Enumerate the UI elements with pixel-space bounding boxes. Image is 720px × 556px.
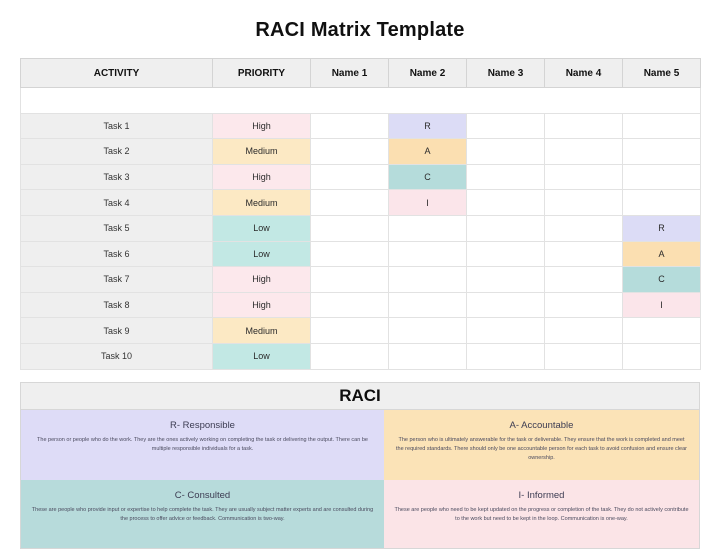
matrix-header-row (21, 59, 701, 88)
assignment-cell[interactable] (467, 343, 545, 369)
table-row (21, 318, 701, 344)
table-row (21, 164, 701, 190)
assignment-cell[interactable] (311, 139, 389, 165)
assignment-cell[interactable] (467, 164, 545, 190)
assignment-cell[interactable] (311, 318, 389, 344)
matrix-header (21, 59, 701, 88)
legend-cell-responsible (21, 410, 384, 480)
page-title: RACI Matrix Template (255, 19, 465, 41)
legend-heading-accountable: A- Accountable (509, 419, 574, 431)
assignment-cell[interactable]: I (623, 292, 701, 318)
assignment-cell[interactable] (545, 318, 623, 344)
assignment-cell[interactable]: R (389, 113, 467, 139)
activity-cell[interactable]: Task 9 (21, 318, 213, 344)
assignment-cell[interactable]: I (389, 190, 467, 216)
column-header-name-4: Name 4 (545, 59, 623, 88)
activity-cell[interactable]: Task 4 (21, 190, 213, 216)
raci-matrix-table (20, 58, 701, 370)
assignment-cell[interactable] (467, 241, 545, 267)
activity-cell[interactable]: Task 2 (21, 139, 213, 165)
table-row (21, 113, 701, 139)
legend-body-informed: These are people who need to be kept updated on the progress or completion of the task. They do not actively contribute to the work but need to be kept in the loop. Communication is one-way. (394, 506, 689, 522)
table-row (21, 267, 701, 293)
assignment-cell[interactable] (389, 215, 467, 241)
assignment-cell[interactable] (311, 164, 389, 190)
assignment-cell[interactable] (623, 343, 701, 369)
priority-cell[interactable]: Low (213, 343, 311, 369)
legend-heading-responsible: R- Responsible (170, 419, 235, 431)
assignment-cell[interactable] (389, 241, 467, 267)
legend-body-accountable: The person who is ultimately answerable for the task or deliverable. They ensure that the work is completed and meet the required standards. There should only be one accountable person for each task to avoid confusion and ensure clear ownership. (396, 436, 687, 461)
column-header-name-1: Name 1 (311, 59, 389, 88)
assignment-cell[interactable] (389, 343, 467, 369)
matrix-container (20, 58, 700, 370)
priority-cell[interactable]: Low (213, 215, 311, 241)
assignment-cell[interactable] (467, 139, 545, 165)
legend-body-consulted: These are people who provide input or expertise to help complete the task. They are usually subject matter experts and are consulted during the process to offer advice or feedback. Communication is two-way. (31, 506, 374, 522)
table-row (21, 190, 701, 216)
priority-cell[interactable]: High (213, 164, 311, 190)
legend-cell-consulted (21, 480, 384, 548)
priority-cell[interactable]: High (213, 292, 311, 318)
assignment-cell[interactable] (311, 267, 389, 293)
assignment-cell[interactable] (311, 343, 389, 369)
assignment-cell[interactable] (311, 241, 389, 267)
assignment-cell[interactable] (467, 190, 545, 216)
assignment-cell[interactable] (623, 190, 701, 216)
assignment-cell[interactable] (389, 267, 467, 293)
column-header-name-2: Name 2 (389, 59, 467, 88)
header-gap-cell (21, 88, 701, 114)
assignment-cell[interactable] (467, 215, 545, 241)
assignment-cell[interactable] (311, 190, 389, 216)
activity-cell[interactable]: Task 6 (21, 241, 213, 267)
assignment-cell[interactable] (623, 164, 701, 190)
legend-body-responsible: The person or people who do the work. They are the ones actively working on completing the task or delivering the output. There can be multiple responsible individuals for a task. (37, 436, 368, 452)
assignment-cell[interactable]: A (389, 139, 467, 165)
activity-cell[interactable]: Task 7 (21, 267, 213, 293)
priority-cell[interactable]: Medium (213, 139, 311, 165)
priority-cell[interactable]: Medium (213, 318, 311, 344)
assignment-cell[interactable]: A (623, 241, 701, 267)
legend-heading-consulted: C- Consulted (174, 489, 231, 501)
assignment-cell[interactable] (467, 318, 545, 344)
legend-cell-informed (384, 480, 699, 548)
activity-cell[interactable]: Task 1 (21, 113, 213, 139)
assignment-cell[interactable] (545, 215, 623, 241)
column-header-name-3: Name 3 (467, 59, 545, 88)
priority-cell[interactable]: High (213, 267, 311, 293)
assignment-cell[interactable] (545, 241, 623, 267)
table-row (21, 343, 701, 369)
table-row (21, 139, 701, 165)
assignment-cell[interactable] (545, 267, 623, 293)
assignment-cell[interactable] (623, 113, 701, 139)
legend-grid (21, 410, 699, 548)
assignment-cell[interactable] (545, 190, 623, 216)
assignment-cell[interactable] (545, 113, 623, 139)
activity-cell[interactable]: Task 3 (21, 164, 213, 190)
activity-cell[interactable]: Task 8 (21, 292, 213, 318)
column-header-name-5: Name 5 (623, 59, 701, 88)
assignment-cell[interactable] (389, 318, 467, 344)
assignment-cell[interactable] (545, 343, 623, 369)
assignment-cell[interactable] (545, 139, 623, 165)
table-row (21, 215, 701, 241)
assignment-cell[interactable] (467, 267, 545, 293)
matrix-body (21, 88, 701, 370)
assignment-cell[interactable] (311, 113, 389, 139)
priority-cell[interactable]: High (213, 113, 311, 139)
legend-heading-informed: I- Informed (518, 489, 565, 501)
column-header-activity: ACTIVITY (21, 59, 213, 88)
header-gap (21, 88, 701, 114)
assignment-cell[interactable] (545, 292, 623, 318)
assignment-cell[interactable] (311, 292, 389, 318)
legend-title: RACI (21, 383, 699, 410)
table-row (21, 292, 701, 318)
assignment-cell[interactable]: R (623, 215, 701, 241)
activity-cell[interactable]: Task 5 (21, 215, 213, 241)
priority-cell[interactable]: Low (213, 241, 311, 267)
assignment-cell[interactable] (545, 164, 623, 190)
priority-cell[interactable]: Medium (213, 190, 311, 216)
assignment-cell[interactable] (311, 215, 389, 241)
assignment-cell[interactable]: C (389, 164, 467, 190)
legend-cell-accountable (384, 410, 699, 480)
column-header-priority: PRIORITY (213, 59, 311, 88)
assignment-cell[interactable] (467, 113, 545, 139)
activity-cell[interactable]: Task 10 (21, 343, 213, 369)
assignment-cell[interactable]: C (623, 267, 701, 293)
assignment-cell[interactable] (623, 139, 701, 165)
assignment-cell[interactable] (467, 292, 545, 318)
raci-legend (20, 382, 700, 549)
assignment-cell[interactable] (623, 318, 701, 344)
assignment-cell[interactable] (389, 292, 467, 318)
table-row (21, 241, 701, 267)
